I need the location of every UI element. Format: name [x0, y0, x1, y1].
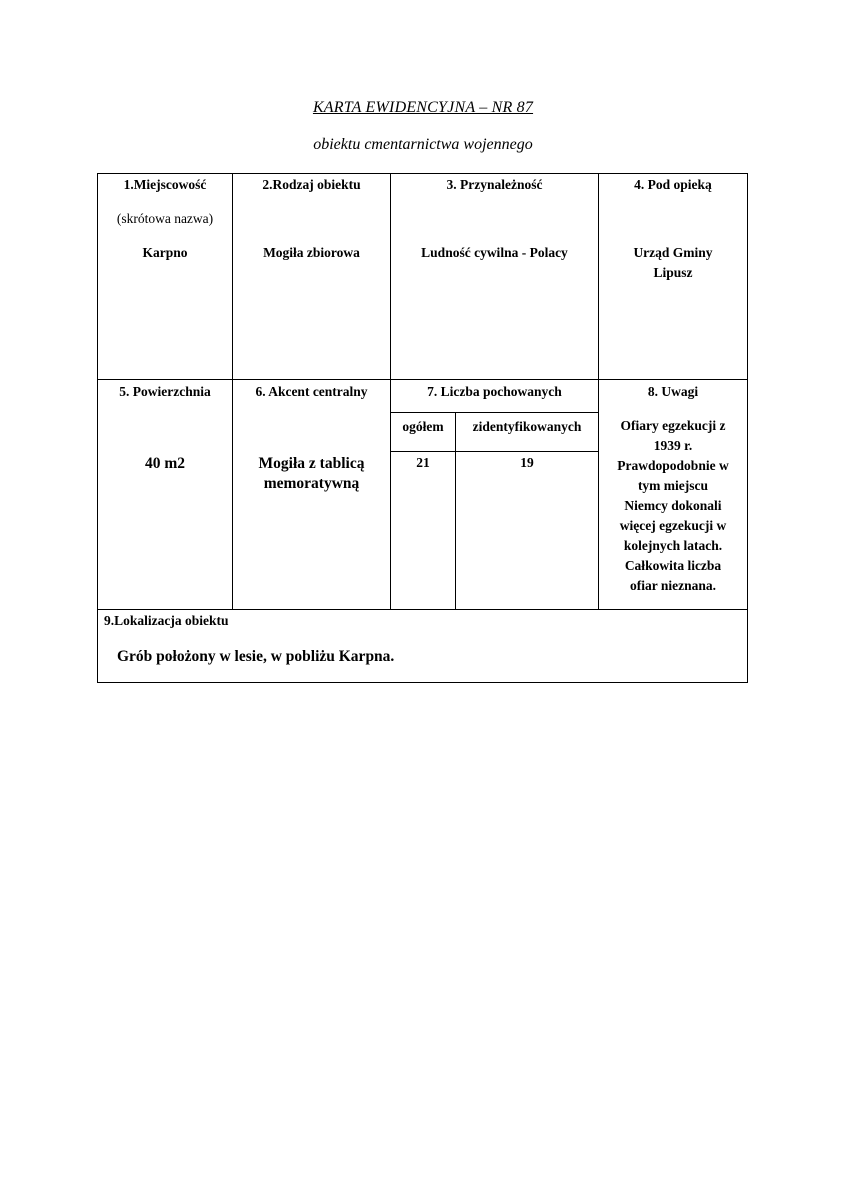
remarks-line-5: Niemcy dokonali — [624, 498, 722, 513]
central-accent-value-line1: Mogiła z tablicą — [258, 455, 365, 472]
remarks-line-9: ofiar nieznana. — [629, 578, 716, 593]
locality-label: 1.Miejscowość — [123, 177, 207, 192]
burials-total-header: ogółem — [402, 419, 444, 434]
remarks-line-6: więcej egzekucji w — [619, 518, 727, 533]
central-accent-label: 6. Akcent centralny — [255, 384, 368, 399]
burials-label: 7. Liczba pochowanych — [427, 384, 562, 399]
remarks-line-7: kolejnych latach. — [623, 538, 723, 553]
locality-note: (skrótowa nazwa) — [116, 211, 214, 226]
affiliation-label: 3. Przynależność — [446, 177, 543, 192]
object-type-label: 2.Rodzaj obiektu — [262, 177, 361, 192]
area-value: 40 m2 — [144, 455, 186, 472]
location-value: Grób położony w lesie, w pobliżu Karpna. — [117, 648, 395, 665]
location-label: 9.Lokalizacja obiektu — [104, 613, 229, 628]
burials-total-value: 21 — [416, 455, 430, 470]
remarks-line-8: Całkowita liczba — [624, 558, 722, 573]
affiliation-value: Ludność cywilna - Polacy — [421, 245, 568, 260]
remarks-line-3: Prawdopodobnie w — [617, 458, 729, 473]
caretaker-value-line2: Lipusz — [653, 265, 693, 280]
burials-identified-value: 19 — [520, 455, 534, 470]
remarks-label: 8. Uwagi — [647, 384, 699, 399]
caretaker-value-line1: Urząd Gminy — [633, 245, 713, 260]
page-title: KARTA EWIDENCYJNA – NR 87 — [312, 99, 534, 116]
remarks-line-1: Ofiary egzekucji z — [620, 418, 726, 433]
remarks-line-2: 1939 r. — [653, 438, 693, 453]
page-subtitle: obiektu cmentarnictwa wojennego — [313, 136, 533, 153]
central-accent-value-line2: memoratywną — [263, 475, 360, 492]
area-label: 5. Powierzchnia — [119, 384, 211, 399]
remarks-line-4: tym miejscu — [637, 478, 709, 493]
object-type-value: Mogiła zbiorowa — [263, 245, 360, 260]
burials-identified-header: zidentyfikowanych — [472, 419, 582, 434]
locality-value: Karpno — [142, 245, 188, 260]
caretaker-label: 4. Pod opieką — [634, 177, 712, 192]
